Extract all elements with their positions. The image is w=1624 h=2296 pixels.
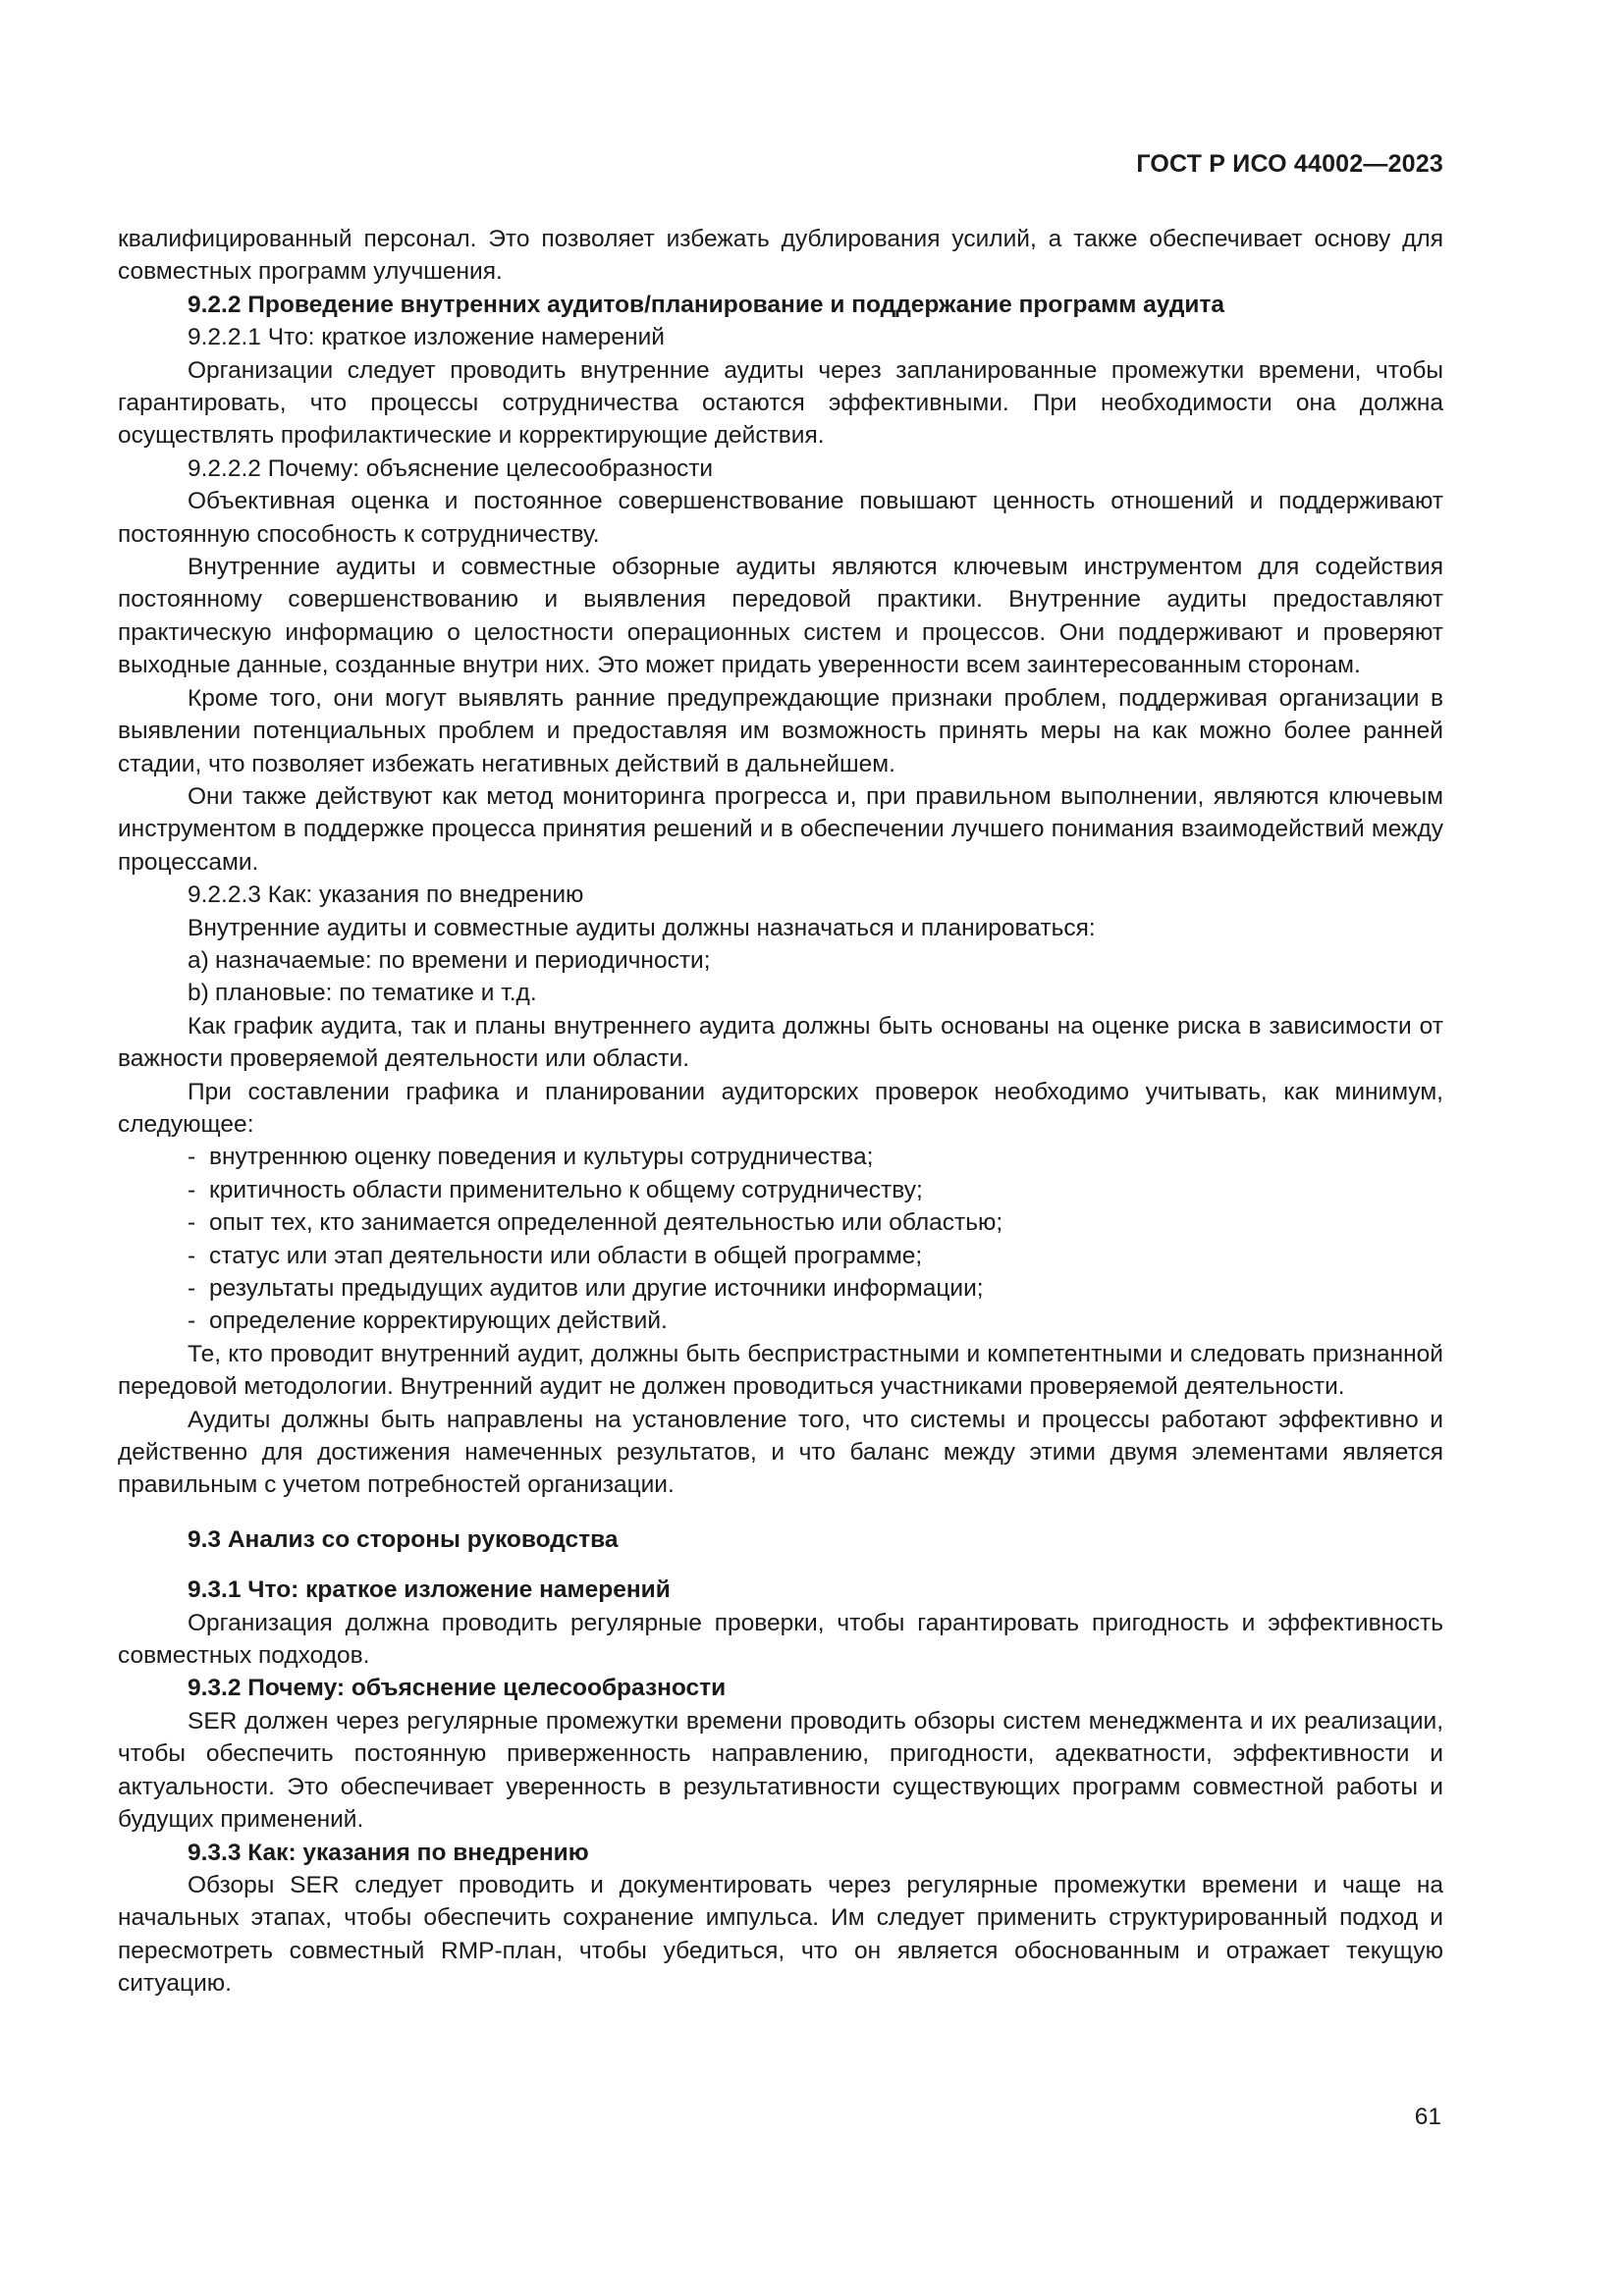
list-item-text: внутреннюю оценку поведения и культуры сотрудничества; [209, 1144, 874, 1171]
subsection-heading-9-2-2-1: 9.2.2.1 Что: краткое изложение намерений [188, 324, 665, 351]
list-marker: - [188, 1144, 196, 1171]
list-item [188, 1272, 1443, 1305]
list-item-text: назначаемые: по времени и периодичности; [215, 946, 711, 974]
paragraph: SER должен через регулярные промежутки времени проводить обзоры систем менеджмента и их реализации, чтобы обеспечить постоянную приверженность направлению, пригодности, адекватности, эффективности и актуальности. Это обеспечивает уверенность в результативности существующих программ совместной работы и будущих применений. [118, 1707, 1443, 1834]
section-heading-9-3-2: 9.3.2 Почему: объяснение целесообразности [188, 1675, 727, 1702]
paragraph: При составлении графика и планировании аудиторских проверок необходимо учитывать, как минимум, следующее: [118, 1078, 1443, 1138]
list-item-text: определение корректирующих действий. [209, 1308, 668, 1335]
list-item-text: критичность области применительно к общему сотрудничеству; [209, 1176, 923, 1203]
list-item-text: плановые: по тематике и т.д. [215, 980, 537, 1007]
list-item [188, 1141, 1443, 1173]
list-item [188, 1240, 1443, 1272]
section-heading-9-3: 9.3 Анализ со стороны руководства [188, 1525, 619, 1553]
subsection-heading-9-2-2-2: 9.2.2.2 Почему: объяснение целесообразности [188, 454, 714, 482]
page-number: 61 [1414, 2104, 1441, 2130]
paragraph: Те, кто проводит внутренний аудит, должны быть беспристрастными и компетентными и следовать признанной передовой методологии. Внутренний аудит не должен проводиться участниками проверяемой деятельности. [118, 1340, 1443, 1401]
list-marker: - [188, 1242, 196, 1269]
paragraph: Объективная оценка и постоянное совершенствование повышают ценность отношений и поддерживают постоянную способность к сотрудничеству. [118, 488, 1443, 548]
list-item-text: результаты предыдущих аудитов или другие источники информации; [209, 1275, 984, 1302]
list-item [188, 1174, 1443, 1206]
paragraph: Обзоры SER следует проводить и документировать через регулярные промежутки времени и чаще на начальных этапах, чтобы обеспечить сохранение импульса. Им следует применить структурированный подход и пересмотреть совместный RMP-план, чтобы убедиться, что он является обоснованным и отражает текущую ситуацию. [118, 1871, 1443, 1998]
subsection-heading-9-2-2-3: 9.2.2.3 Как: указания по внедрению [188, 881, 584, 909]
document-body [118, 223, 1443, 2001]
paragraph: Кроме того, они могут выявлять ранние предупреждающие признаки проблем, поддерживая организации в выявлении потенциальных проблем и предоставляя им возможность принять меры на как можно более ранней стадии, что позволяет избежать негативных действий в дальнейшем. [118, 684, 1443, 777]
paragraph: Организация должна проводить регулярные проверки, чтобы гарантировать пригодность и эффективность совместных подходов. [118, 1609, 1443, 1670]
list-item [188, 1305, 1443, 1337]
list-marker: - [188, 1209, 196, 1237]
paragraph: Внутренние аудиты и совместные аудиты должны назначаться и планироваться: [188, 914, 1096, 941]
list-marker: a) [188, 946, 209, 974]
list-marker: - [188, 1308, 196, 1335]
letter-list [118, 944, 1443, 1010]
list-item-text: опыт тех, кто занимается определенной деятельностью или областью; [209, 1209, 1003, 1237]
list-item [188, 977, 1443, 1009]
paragraph: квалифицированный персонал. Это позволяет избежать дублирования усилий, а также обеспечивает основу для совместных программ улучшения. [118, 226, 1443, 286]
list-item [188, 944, 1443, 977]
list-item [188, 1206, 1443, 1239]
dash-list [118, 1141, 1443, 1337]
paragraph: Они также действуют как метод мониторинга прогресса и, при правильном выполнении, являются ключевым инструментом в поддержке процесса принятия решений и в обеспечении лучшего понимания взаимодействий между процессами. [118, 782, 1443, 876]
document-header: ГОСТ Р ИСО 44002—2023 [1136, 150, 1443, 178]
paragraph: Аудиты должны быть направлены на установление того, что системы и процессы работают эффективно и действенно для достижения намеченных результатов, и что баланс между этими двумя элементами является правильным с учетом потребностей организации. [118, 1406, 1443, 1499]
list-marker: - [188, 1176, 196, 1203]
section-heading-9-3-3: 9.3.3 Как: указания по внедрению [188, 1839, 589, 1866]
list-marker: b) [188, 980, 209, 1007]
paragraph: Организации следует проводить внутренние аудиты через запланированные промежутки времени, чтобы гарантировать, что процессы сотрудничества остаются эффективными. При необходимости она должна осуществлять профилактические и корректирующие действия. [118, 356, 1443, 450]
list-item-text: статус или этап деятельности или области в общей программе; [209, 1242, 923, 1269]
section-heading-9-3-1: 9.3.1 Что: краткое изложение намерений [188, 1576, 671, 1604]
paragraph: Внутренние аудиты и совместные обзорные аудиты являются ключевым инструментом для содействия постоянному совершенствованию и выявления передовой практики. Внутренние аудиты предоставляют практическую информацию о целостности операционных систем и процессов. Они поддерживают и проверяют выходные данные, созданные внутри них. Это может придать уверенности всем заинтересованным сторонам. [118, 554, 1443, 679]
section-heading-9-2-2: 9.2.2 Проведение внутренних аудитов/планирование и поддержание программ аудита [188, 291, 1225, 318]
list-marker: - [188, 1275, 196, 1302]
paragraph: Как график аудита, так и планы внутреннего аудита должны быть основаны на оценке риска в зависимости от важности проверяемой деятельности или области. [118, 1012, 1443, 1073]
